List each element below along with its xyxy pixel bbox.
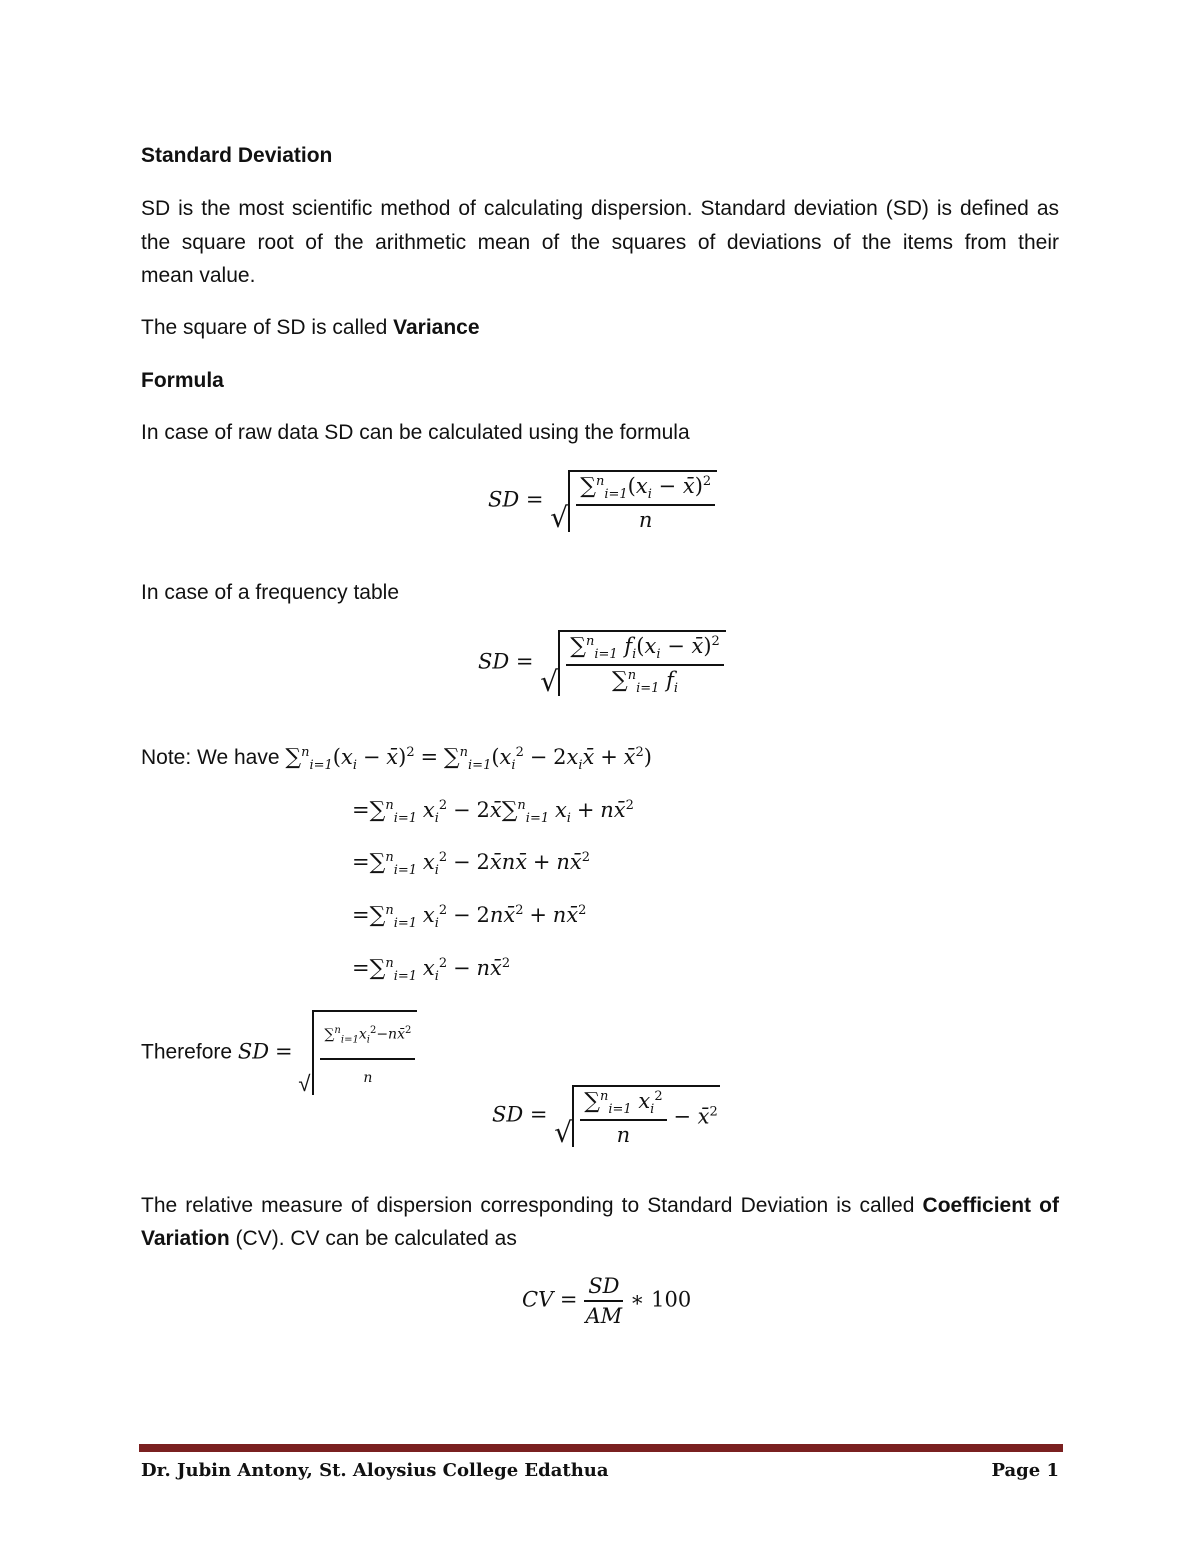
formula-heading: Formula bbox=[141, 369, 224, 392]
cv-line-1-text: The relative measure of dispersion corresponding to Standard Deviation is called bbox=[141, 1194, 923, 1217]
cv-term-part-1: Coefficient of bbox=[922, 1194, 1059, 1217]
therefore-label: Therefore bbox=[141, 1040, 238, 1064]
intro-line-2: the square root of the arithmetic mean of the squares of deviations of the items from their bbox=[141, 231, 1059, 254]
variance-term: Variance bbox=[393, 316, 480, 339]
cv-term-part-2: Variation bbox=[141, 1227, 230, 1250]
equation-sd-simplified: SD = √ $\frac{\sum^n_{i=1} x_i^2}{n}$ − x̄$^2$ bbox=[492, 1085, 720, 1147]
equation-cv: CV = $\frac{SD}{AM}$ ∗ 100 bbox=[522, 1274, 692, 1328]
footer-rule bbox=[139, 1444, 1063, 1452]
therefore-line: Therefore SD = √ $\frac{\sum^n_{i=1}x_i^2-nx̄^2}{n}$ bbox=[141, 1010, 417, 1095]
section-heading: Standard Deviation bbox=[141, 144, 333, 167]
eq1-sqrt: √ $\frac{\sum^n_{i=1}(x_i - x̄)^2}{n}$ bbox=[550, 470, 717, 532]
frequency-text: In case of a frequency table bbox=[141, 581, 399, 604]
derivation-step-3: =∑$^n_{i=1}$ $x_i^2$ − 2nx̄$^2$ + nx̄$^2$ bbox=[352, 903, 587, 932]
eq1-equals: = bbox=[525, 487, 544, 512]
variance-sentence bbox=[141, 311, 480, 344]
equation-sd-frequency: SD = √ $\frac{\sum^n_{i=1} f_i(x_i - x̄)^2}{\sum^n_{i=1} f_i}$ bbox=[478, 630, 726, 696]
cv-line-2 bbox=[141, 1222, 517, 1255]
variance-prefix: The square of SD is called bbox=[141, 316, 394, 339]
derivation-step-4: =∑$^n_{i=1}$ $x_i^2$ − nx̄$^2$ bbox=[352, 956, 511, 985]
note-line: Note: We have $\sum^n_{i=1}(x_i$ − x̄)$^2$ = $\sum^n_{i=1}(x_i^2$ − $2x_ix̄$ + x̄$^2$) bbox=[141, 745, 652, 774]
raw-data-text: In case of raw data SD can be calculated using the formula bbox=[141, 421, 690, 444]
equation-sd-raw bbox=[488, 470, 717, 535]
footer-page-number: Page 1 bbox=[991, 1460, 1059, 1481]
eq1-sd: SD bbox=[488, 487, 520, 512]
cv-line-1 bbox=[141, 1189, 1059, 1222]
footer-author: Dr. Jubin Antony, St. Aloysius College Edathua bbox=[141, 1460, 609, 1481]
intro-line-3: mean value. bbox=[141, 264, 256, 287]
cv-line-2-text: (CV). CV can be calculated as bbox=[229, 1227, 517, 1250]
derivation-step-1: =∑$^n_{i=1}$ $x_i^2$ − 2x̄∑$^n_{i=1}$ $x_i$ + nx̄$^2$ bbox=[352, 798, 634, 827]
derivation-step-2: =∑$^n_{i=1}$ $x_i^2$ − 2x̄nx̄ + nx̄$^2$ bbox=[352, 850, 591, 879]
note-label: Note: We have bbox=[141, 746, 286, 769]
radical-sign: √ bbox=[550, 501, 569, 535]
intro-line-1: SD is the most scientific method of calculating dispersion. Standard deviation (SD) is defined as bbox=[141, 197, 1059, 220]
